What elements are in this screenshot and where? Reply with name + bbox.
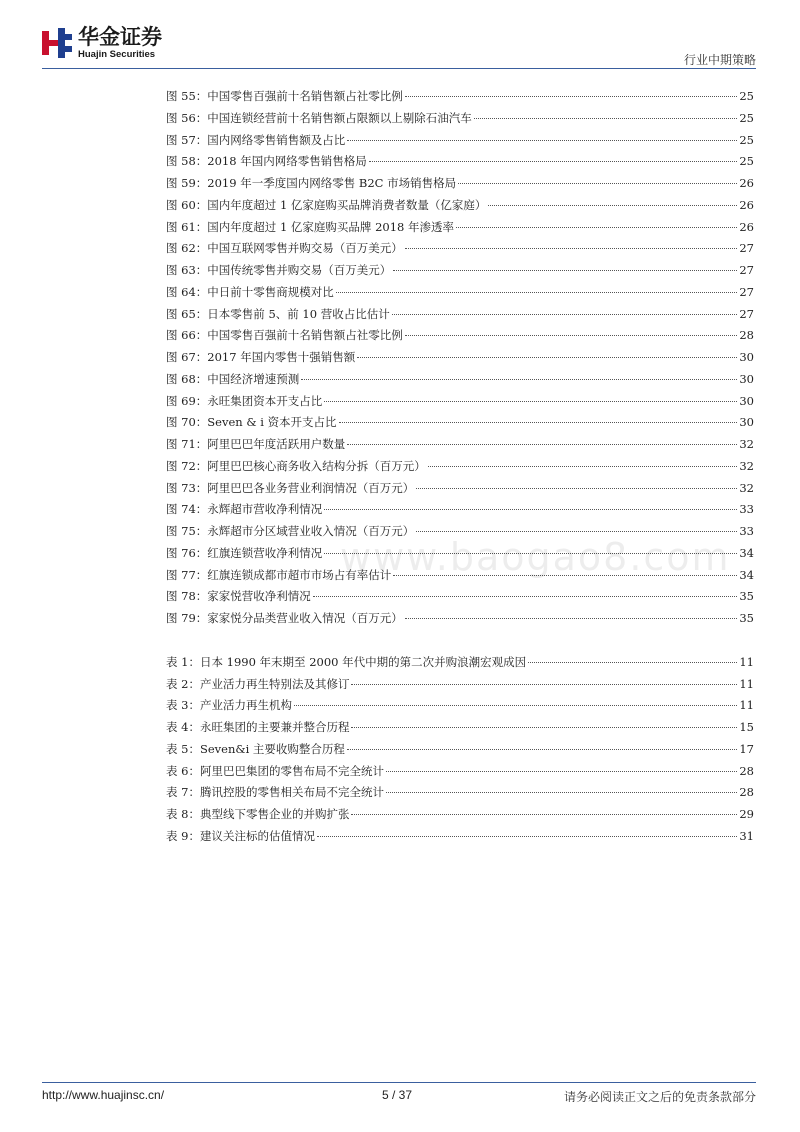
dot-leader (339, 422, 738, 423)
toc-entry-page: 31 (739, 828, 754, 843)
toc-entry-title[interactable]: 图 77：红旗连锁成都市超市市场占有率估计 (166, 567, 392, 582)
dot-leader (347, 444, 737, 445)
toc-entry-page: 27 (739, 306, 754, 321)
dot-leader (392, 314, 738, 315)
toc-entry-title[interactable]: 图 78：家家悦营收净利情况 (166, 589, 311, 604)
figure-toc-entry[interactable] (166, 88, 754, 110)
figure-toc-entry[interactable] (166, 153, 754, 175)
toc-entry-title[interactable]: 图 57：国内网络零售销售额及占比 (166, 132, 346, 147)
table-toc-entry[interactable] (166, 697, 754, 719)
figure-toc-entry[interactable] (166, 610, 754, 632)
toc-entry-page: 35 (739, 589, 754, 604)
figure-toc-entry[interactable] (166, 436, 754, 458)
toc-entry-page: 11 (739, 654, 754, 669)
dot-leader (405, 618, 738, 619)
figure-toc-entry[interactable] (166, 371, 754, 393)
toc-entry-page: 26 (739, 197, 754, 212)
toc-entry-page: 27 (739, 263, 754, 277)
toc-entry-page: 11 (739, 698, 754, 713)
toc-entry-page: 34 (739, 567, 754, 582)
toc-entry-title[interactable]: 表 3：产业活力再生机构 (166, 698, 292, 713)
toc-entry-title[interactable]: 图 79：家家悦分品类营业收入情况（百万元） (166, 611, 403, 625)
table-index-list (166, 654, 754, 850)
figure-toc-entry[interactable] (166, 284, 754, 306)
toc-entry-page: 15 (739, 720, 754, 734)
disclaimer-note: 请务必阅读正文之后的免责条款部分 (563, 1090, 756, 1104)
dot-leader (317, 836, 737, 837)
dot-leader (393, 270, 737, 271)
figure-toc-entry[interactable] (166, 219, 754, 241)
toc-entry-title[interactable]: 图 72：阿里巴巴核心商务收入结构分拆（百万元） (166, 458, 426, 473)
dot-leader (313, 596, 738, 597)
toc-entry-page: 28 (739, 785, 754, 800)
page-header (0, 0, 800, 70)
company-logo (42, 27, 162, 60)
table-toc-entry[interactable] (166, 784, 754, 806)
figure-toc-entry[interactable] (166, 458, 754, 480)
toc-entry-page: 33 (739, 502, 754, 517)
dot-leader (347, 140, 737, 141)
dot-leader (416, 488, 737, 489)
toc-entry-title[interactable]: 图 55：中国零售百强前十名销售额占社零比例 (166, 89, 403, 103)
figure-toc-entry[interactable] (166, 327, 754, 349)
toc-entry-title[interactable]: 图 63：中国传统零售并购交易（百万美元） (166, 263, 392, 277)
toc-entry-title[interactable]: 图 71：阿里巴巴年度活跃用户数量 (166, 437, 346, 451)
figure-toc-entry[interactable] (166, 197, 754, 219)
toc-entry-page: 25 (739, 89, 754, 103)
toc-entry-title[interactable]: 图 62：中国互联网零售并购交易（百万美元） (166, 241, 403, 256)
dot-leader (456, 227, 737, 228)
toc-entry-title[interactable]: 表 6：阿里巴巴集团的零售布局不完全统计 (166, 763, 384, 778)
dot-leader (528, 662, 737, 663)
toc-entry-title[interactable]: 表 7：腾讯控股的零售相关布局不完全统计 (166, 785, 384, 800)
toc-entry-title[interactable]: 图 74：永辉超市营收净利情况 (166, 502, 323, 517)
page-footer (42, 1088, 756, 1106)
dot-leader (405, 248, 738, 249)
header-divider (42, 68, 756, 69)
toc-entry-title[interactable]: 表 5：Seven&i 主要收购整合历程 (166, 741, 345, 756)
toc-entry-page: 25 (739, 154, 754, 169)
toc-entry-page: 32 (739, 458, 754, 473)
dot-leader (351, 727, 737, 728)
toc-entry-title[interactable]: 图 60：国内年度超过 1 亿家庭购买品牌消费者数量（亿家庭） (166, 197, 487, 212)
figure-toc-entry[interactable] (166, 501, 754, 523)
figure-toc-entry[interactable] (166, 175, 754, 197)
table-toc-entry[interactable] (166, 741, 754, 763)
toc-entry-page: 26 (739, 176, 754, 190)
toc-entry-title[interactable]: 图 73：阿里巴巴各业务营业利润情况（百万元） (166, 480, 415, 495)
toc-entry-title[interactable]: 图 64：中日前十零售商规模对比 (166, 284, 334, 299)
toc-entry-title[interactable]: 图 69：永旺集团资本开支占比 (166, 393, 323, 408)
toc-entry-title[interactable]: 图 76：红旗连锁营收净利情况 (166, 545, 323, 560)
table-toc-entry[interactable] (166, 654, 754, 676)
toc-entry-title[interactable]: 图 58：2018 年国内网络零售销售格局 (166, 154, 367, 169)
figure-toc-entry[interactable] (166, 110, 754, 132)
table-toc-entry[interactable] (166, 719, 754, 741)
footer-divider (42, 1082, 756, 1083)
toc-entry-title[interactable]: 表 1：日本 1990 年末期至 2000 年代中期的第二次并购浪潮宏观成因 (166, 654, 527, 669)
dot-leader (405, 335, 738, 336)
dot-leader (458, 183, 737, 184)
table-of-contents (166, 88, 754, 850)
toc-entry-title[interactable]: 表 9：建议关注标的估值情况 (166, 828, 315, 843)
figure-toc-entry[interactable] (166, 393, 754, 415)
toc-entry-page: 32 (739, 480, 754, 495)
figure-toc-entry[interactable] (166, 240, 754, 262)
toc-entry-title[interactable]: 图 70：Seven & i 资本开支占比 (166, 415, 337, 430)
huajin-logo-icon (42, 28, 72, 58)
toc-entry-page: 30 (739, 371, 754, 386)
toc-entry-title[interactable]: 图 61：国内年度超过 1 亿家庭购买品牌 2018 年渗透率 (166, 219, 454, 234)
toc-entry-page: 32 (739, 437, 754, 451)
dot-leader (416, 531, 737, 532)
toc-entry-title[interactable]: 图 65：日本零售前 5、前 10 营收占比估计 (166, 306, 390, 321)
dot-leader (474, 118, 738, 119)
dot-leader (428, 466, 738, 467)
toc-entry-page: 34 (739, 545, 754, 560)
watermark: www.baogao8.com (340, 535, 731, 579)
table-toc-entry[interactable] (166, 828, 754, 850)
figure-toc-entry[interactable] (166, 480, 754, 502)
toc-entry-page: 33 (739, 524, 754, 538)
footer-website-link[interactable]: http://www.huajinsc.cn/ (42, 1088, 165, 1102)
toc-entry-page: 25 (739, 132, 754, 147)
toc-entry-page: 26 (739, 219, 754, 234)
figure-toc-entry[interactable] (166, 306, 754, 328)
table-toc-entry[interactable] (166, 806, 754, 828)
toc-entry-page: 25 (739, 110, 754, 125)
table-toc-entry[interactable] (166, 676, 754, 698)
toc-entry-title[interactable]: 图 66：中国零售百强前十名销售额占社零比例 (166, 328, 403, 343)
figure-toc-entry[interactable] (166, 414, 754, 436)
toc-entry-page: 28 (739, 763, 754, 778)
toc-entry-title[interactable]: 图 75：永辉超市分区域营业收入情况（百万元） (166, 524, 415, 538)
toc-entry-title[interactable]: 图 67：2017 年国内零售十强销售额 (166, 350, 356, 364)
logo-english-name: Huajin Securities (78, 49, 156, 60)
logo-chinese-name: 华金证券 (78, 25, 162, 49)
dot-leader (324, 509, 737, 510)
toc-entry-page: 28 (739, 328, 754, 343)
toc-entry-page: 27 (739, 241, 754, 256)
dot-leader (351, 814, 737, 815)
dot-leader (347, 749, 737, 750)
dot-leader (405, 96, 738, 97)
toc-entry-page: 27 (739, 284, 754, 299)
toc-entry-page: 30 (739, 350, 754, 364)
toc-entry-title[interactable]: 图 56：中国连锁经营前十名销售额占限额以上剔除石油汽车 (166, 110, 472, 125)
toc-entry-page: 11 (739, 676, 754, 691)
toc-entry-page: 35 (739, 611, 754, 625)
toc-entry-title[interactable]: 图 59：2019 年一季度国内网络零售 B2C 市场销售格局 (166, 176, 457, 190)
figure-toc-entry[interactable] (166, 349, 754, 371)
toc-entry-title[interactable]: 表 2：产业活力再生特别法及其修订 (166, 676, 350, 691)
dot-leader (386, 792, 737, 793)
figure-toc-entry[interactable] (166, 132, 754, 154)
dot-leader (369, 161, 738, 162)
table-toc-entry[interactable] (166, 763, 754, 785)
figure-toc-entry[interactable] (166, 588, 754, 610)
toc-entry-page: 17 (739, 741, 754, 756)
toc-entry-page: 30 (739, 415, 754, 430)
figure-toc-entry[interactable] (166, 262, 754, 284)
dot-leader (357, 357, 737, 358)
page-number: 5 / 37 (381, 1088, 413, 1102)
toc-entry-page: 29 (739, 807, 754, 821)
dot-leader (294, 705, 737, 706)
dot-leader (324, 401, 737, 402)
dot-leader (351, 684, 737, 685)
dot-leader (336, 292, 738, 293)
toc-entry-title[interactable]: 表 4：永旺集团的主要兼并整合历程 (166, 720, 350, 734)
section-gap (166, 632, 754, 654)
toc-entry-page: 30 (739, 393, 754, 408)
toc-entry-title[interactable]: 表 8：典型线下零售企业的并购扩张 (166, 807, 350, 821)
dot-leader (301, 379, 737, 380)
dot-leader (488, 205, 737, 206)
dot-leader (386, 771, 737, 772)
toc-entry-title[interactable]: 图 68：中国经济增速预测 (166, 371, 300, 386)
report-category: 行业中期策略 (683, 53, 756, 67)
